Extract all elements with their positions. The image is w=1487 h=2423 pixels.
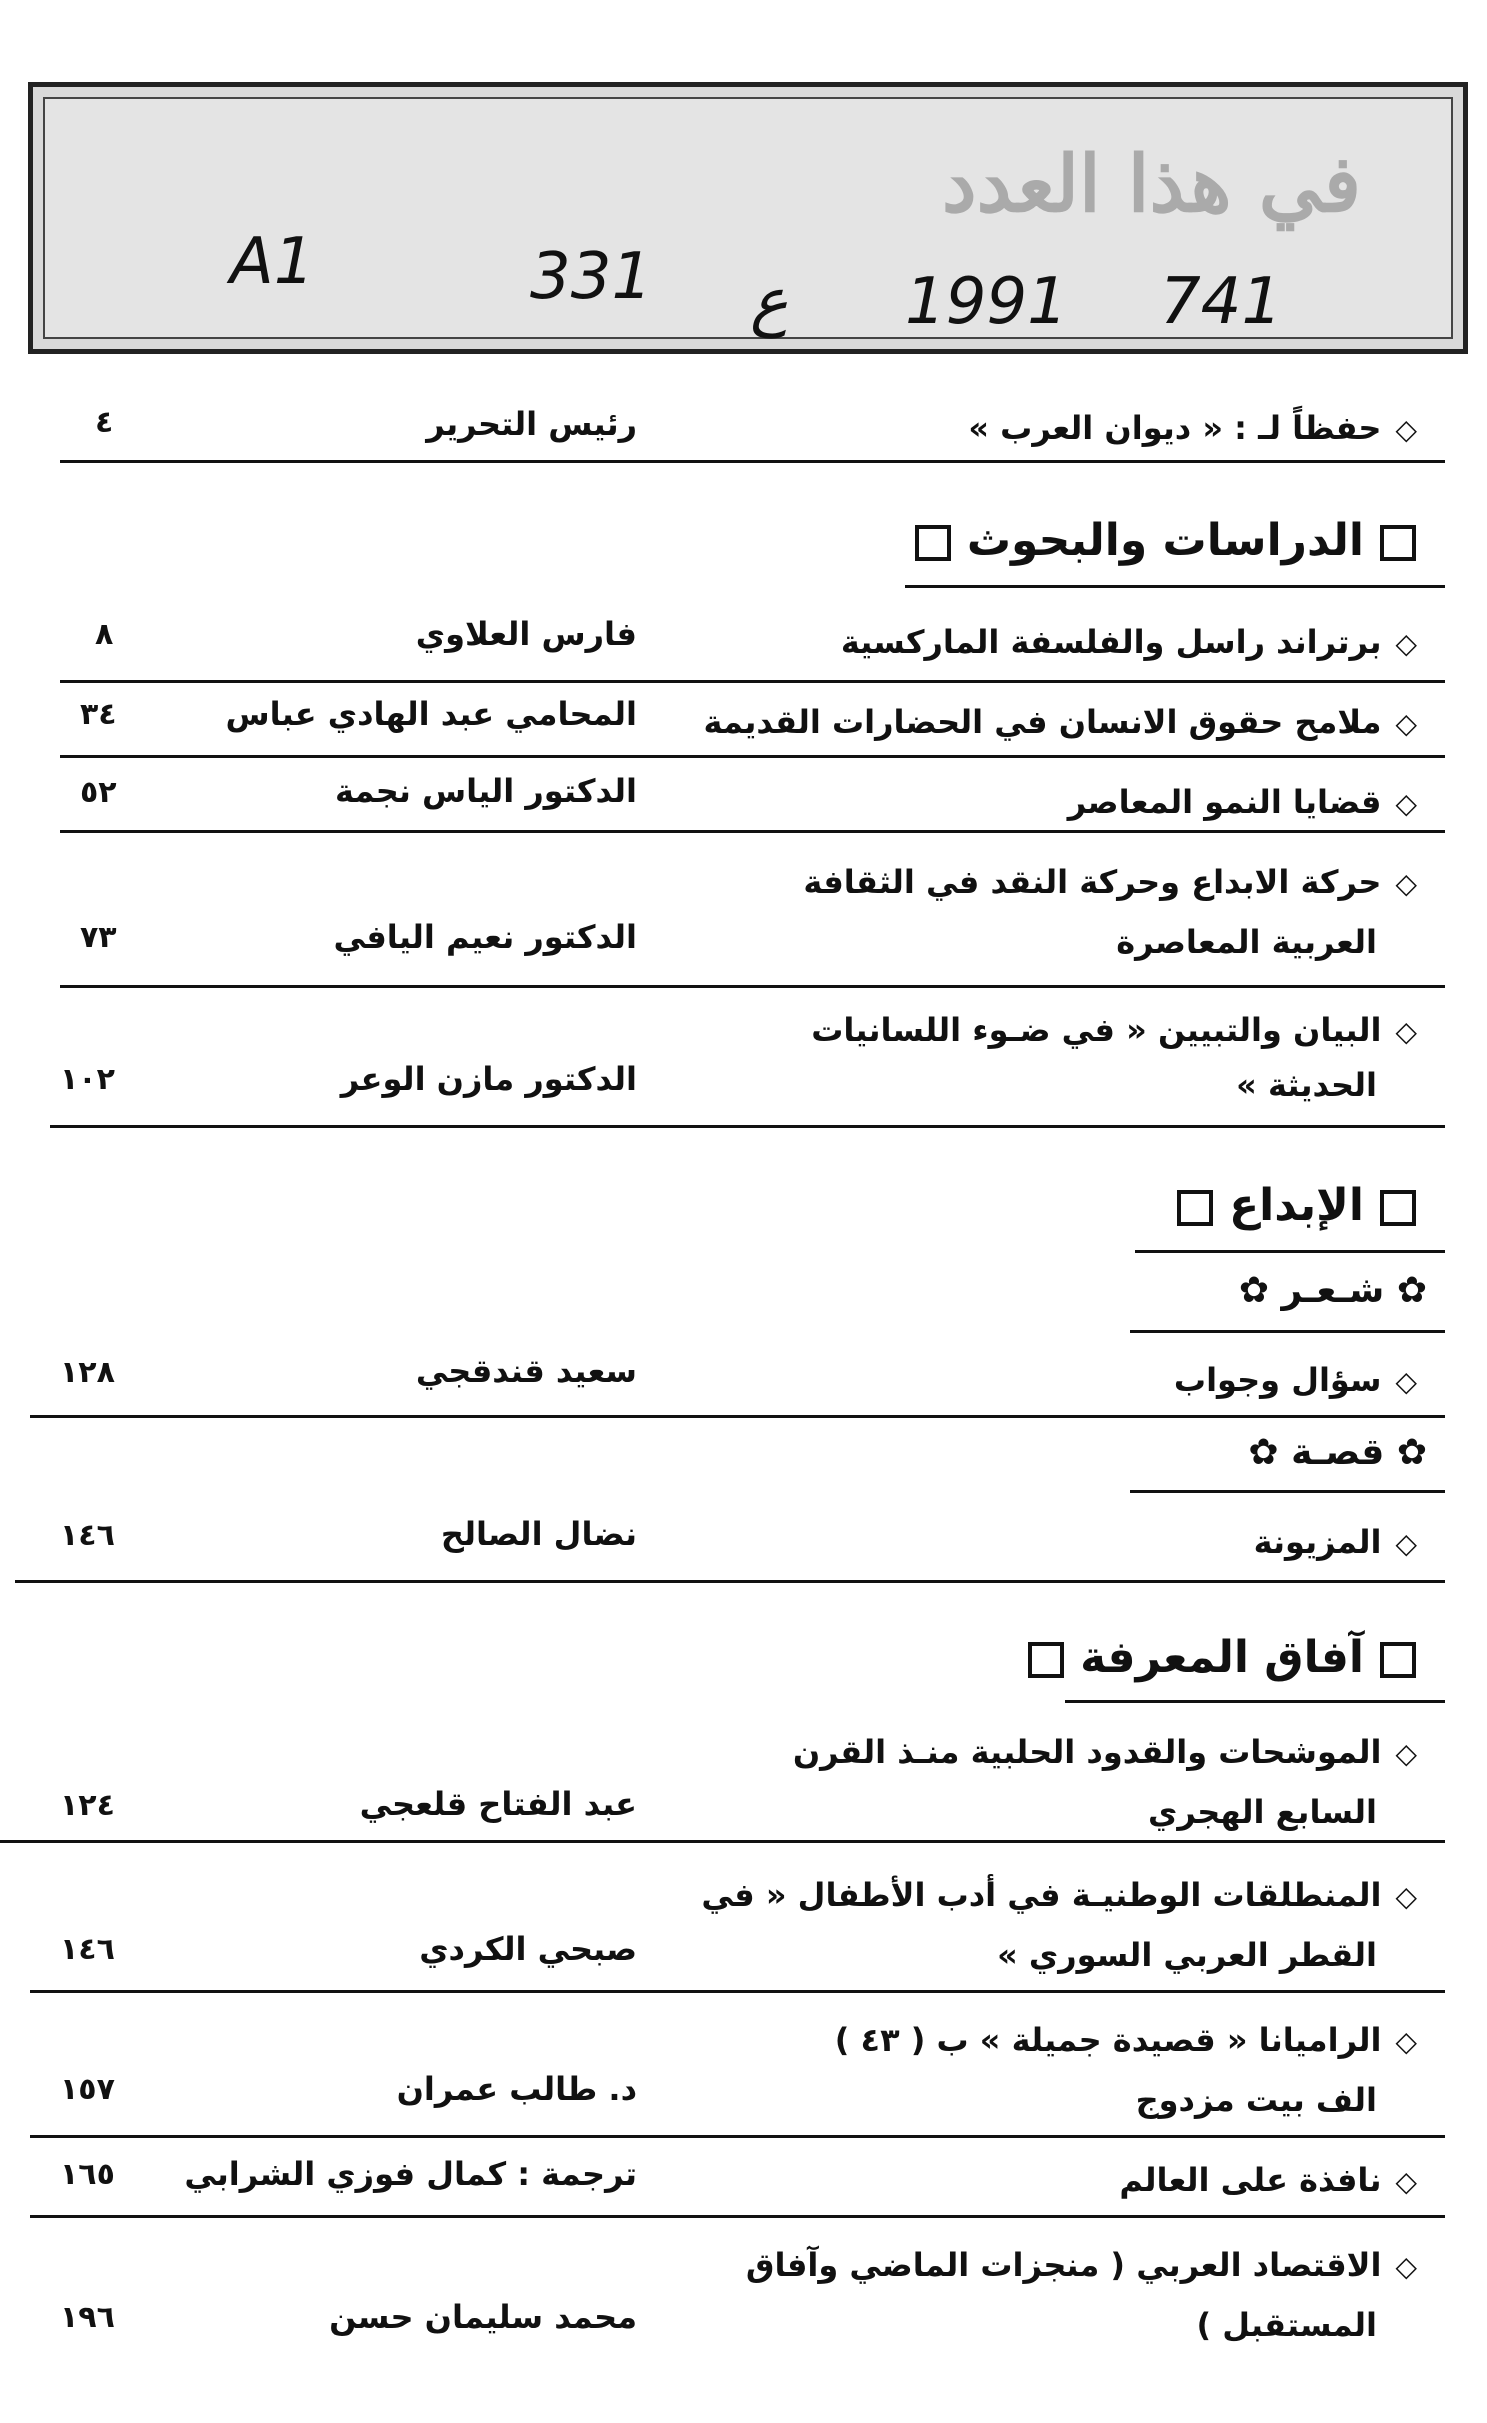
toc-entry-page: ١٤٦ xyxy=(60,1518,115,1553)
toc-entry-author: نضال الصالح xyxy=(440,1515,637,1553)
toc-entry-title-cont: القطر العربي السوري » xyxy=(997,1936,1377,1974)
square-icon xyxy=(1380,525,1416,561)
toc-entry-page: ١٦٥ xyxy=(60,2157,115,2192)
diamond-icon: ◇ xyxy=(1395,787,1417,820)
divider xyxy=(50,1125,1445,1128)
toc-entry-author: فارس العلاوي xyxy=(415,615,637,653)
divider xyxy=(0,1840,1445,1843)
diamond-icon: ◇ xyxy=(1395,1015,1417,1048)
toc-entry-title-cont: الحديثة » xyxy=(1236,1066,1377,1104)
handwritten-number: 331 xyxy=(530,240,653,314)
subsection-heading: ✿ شـعـر ✿ xyxy=(1238,1270,1427,1311)
toc-entry-page: ٥٢ xyxy=(80,775,117,810)
square-icon xyxy=(1177,1190,1213,1226)
diamond-icon: ◇ xyxy=(1395,2025,1417,2058)
toc-entry-page: ١٢٤ xyxy=(60,1788,115,1823)
toc-entry-page: ٣٤ xyxy=(80,697,117,732)
divider xyxy=(30,2135,1445,2138)
toc-entry-author: الدكتور الياس نجمة xyxy=(334,772,637,810)
toc-entry-title-cont: السابع الهجري xyxy=(1148,1793,1377,1831)
diamond-icon: ◇ xyxy=(1395,867,1417,900)
diamond-icon: ◇ xyxy=(1395,1880,1417,1913)
diamond-icon: ◇ xyxy=(1395,2250,1417,2283)
toc-entry-author: سعيد قندقجي xyxy=(415,1352,637,1390)
toc-entry-title: ◇سؤال وجواب xyxy=(1174,1350,1417,1412)
diamond-icon: ◇ xyxy=(1395,413,1417,446)
toc-entry-page: ٨ xyxy=(95,617,114,652)
divider xyxy=(1135,1250,1445,1253)
toc-entry-title: ◇الموشحات والقدود الحلبية منـذ القرن xyxy=(793,1722,1417,1784)
section-heading: الدراسات والبحوث xyxy=(899,515,1432,566)
toc-entry-title: ◇حفظاً لـ : « ديوان العرب » xyxy=(968,398,1417,460)
toc-entry-title: ◇قضايا النمو المعاصر xyxy=(1068,772,1417,834)
divider xyxy=(1130,1490,1445,1493)
toc-entry-title: ◇المزيونة xyxy=(1254,1512,1417,1574)
toc-entry-author: محمد سليمان حسن xyxy=(329,2298,637,2336)
handwritten-code: A1 xyxy=(230,225,315,299)
diamond-icon: ◇ xyxy=(1395,1527,1417,1560)
toc-entry-page: ١٠٢ xyxy=(60,1062,115,1097)
toc-entry-author: الدكتور نعيم اليافي xyxy=(333,918,637,956)
divider xyxy=(60,755,1445,758)
square-icon xyxy=(1028,1642,1064,1678)
divider xyxy=(1130,1330,1445,1333)
gear-ornament-icon: ✿ xyxy=(1248,1432,1279,1473)
header-title: في هذا العدد xyxy=(941,139,1361,230)
gear-ornament-icon: ✿ xyxy=(1396,1270,1427,1311)
subsection-heading: ✿ قصـة ✿ xyxy=(1248,1432,1427,1473)
diamond-icon: ◇ xyxy=(1395,1737,1417,1770)
diamond-icon: ◇ xyxy=(1395,627,1417,660)
divider xyxy=(30,2215,1445,2218)
divider xyxy=(30,1990,1445,1993)
divider xyxy=(905,585,1445,588)
toc-entry-page: ٤ xyxy=(95,405,114,440)
square-icon xyxy=(1380,1190,1416,1226)
divider xyxy=(15,1580,1445,1583)
gear-ornament-icon: ✿ xyxy=(1396,1432,1427,1473)
divider xyxy=(60,830,1445,833)
divider xyxy=(60,680,1445,683)
toc-entry-title-cont: العربية المعاصرة xyxy=(1116,923,1377,961)
section-heading: الإبداع xyxy=(1161,1180,1432,1231)
toc-entry-title: ◇الاقتصاد العربي ( منجزات الماضي وآفاق xyxy=(746,2235,1417,2297)
diamond-icon: ◇ xyxy=(1395,707,1417,740)
toc-entry-title: ◇البيان والتبيين « في ضـوء اللسانيات xyxy=(811,1000,1417,1062)
divider xyxy=(60,460,1445,463)
handwritten-year: 1991 xyxy=(905,265,1068,339)
toc-entry-author: د. طالب عمران xyxy=(396,2070,637,2108)
divider xyxy=(1065,1700,1445,1703)
diamond-icon: ◇ xyxy=(1395,2165,1417,2198)
toc-entry-title: ◇الراميانا « قصيدة جميلة » ب ( ٤٣ ) xyxy=(835,2010,1417,2072)
toc-entry-page: ٧٣ xyxy=(80,920,117,955)
toc-entry-author: ترجمة : كمال فوزي الشرابي xyxy=(184,2155,637,2193)
toc-entry-author: الدكتور مازن الوعر xyxy=(340,1060,637,1098)
toc-entry-author: عبد الفتاح قلعجي xyxy=(359,1785,637,1823)
toc-entry-title-cont: الف بيت مزدوج xyxy=(1135,2081,1377,2119)
handwritten-issue: 741 xyxy=(1160,265,1283,339)
toc-entry-title: ◇ملامح حقوق الانسان في الحضارات القديمة xyxy=(703,692,1417,754)
toc-entry-title: ◇حركة الابداع وحركة النقد في الثقافة xyxy=(803,852,1417,914)
toc-entry-author: رئيس التحرير xyxy=(426,405,637,443)
square-icon xyxy=(1380,1642,1416,1678)
diamond-icon: ◇ xyxy=(1395,1365,1417,1398)
toc-entry-page: ١٢٨ xyxy=(60,1355,115,1390)
toc-entry-page: ١٤٦ xyxy=(60,1932,115,1967)
divider xyxy=(30,1415,1445,1418)
toc-entry-title: ◇نافذة على العالم xyxy=(1119,2150,1417,2212)
square-icon xyxy=(915,525,951,561)
handwritten-letter: ع xyxy=(750,265,789,339)
toc-entry-author: صبحي الكردي xyxy=(419,1930,637,1968)
toc-entry-title: ◇برتراند راسل والفلسفة الماركسية xyxy=(841,612,1417,674)
toc-entry-title: ◇المنطلقات الوطنيـة في أدب الأطفال « في xyxy=(701,1865,1417,1927)
toc-entry-page: ١٩٦ xyxy=(60,2300,115,2335)
section-heading: آفاق المعرفة xyxy=(1012,1632,1432,1683)
gear-ornament-icon: ✿ xyxy=(1238,1270,1269,1311)
toc-entry-author: المحامي عبد الهادي عباس xyxy=(225,695,637,733)
toc-entry-title-cont: المستقبل ) xyxy=(1196,2306,1377,2344)
divider xyxy=(60,985,1445,988)
toc-entry-page: ١٥٧ xyxy=(60,2072,115,2107)
